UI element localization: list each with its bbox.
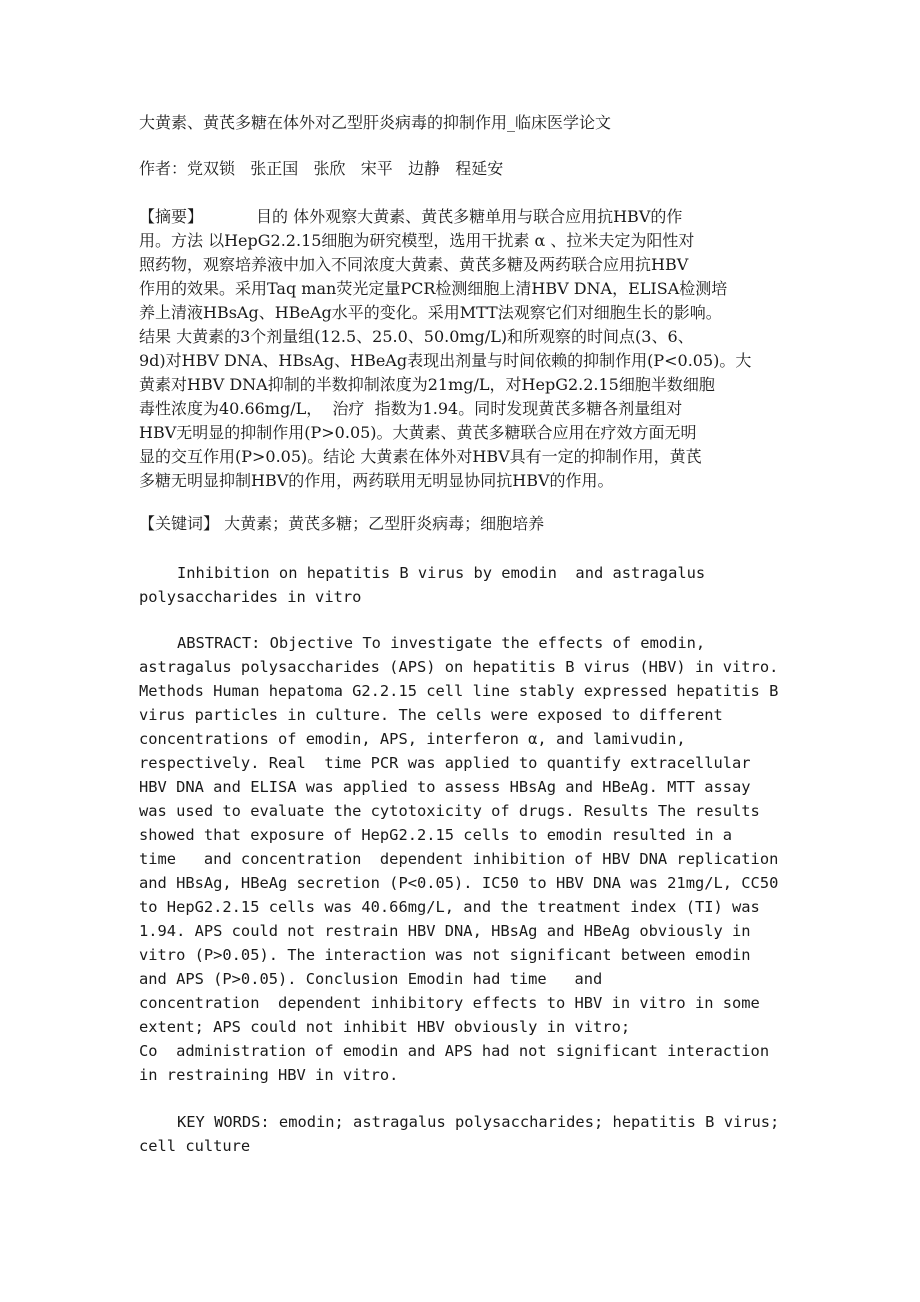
- abstract-cn-line: 多糖无明显抑制HBV的作用，两药联用无明显协同抗HBV的作用。: [139, 471, 614, 490]
- abstract-cn-line: 照药物，观察培养液中加入不同浓度大黄素、黄芪多糖及两药联合应用抗HBV: [139, 255, 689, 274]
- abstract-cn-line: HBV无明显的抑制作用(P>0.05)。大黄素、黄芪多糖联合应用在疗效方面无明: [139, 423, 697, 442]
- abstract-en-line: concentration dependent inhibitory effects to HBV in vitro in some: [139, 994, 760, 1012]
- abstract-en-line: showed that exposure of HepG2.2.15 cells to emodin resulted in a: [139, 826, 733, 844]
- abstract-cn-text: 目的 体外观察大黄素、黄芪多糖单用与联合应用抗HBV的作: [256, 207, 683, 226]
- abstract-cn-label: 【摘要】: [139, 207, 204, 226]
- abstract-cn-line: 作用的效果。采用Taq man荧光定量PCR检测细胞上清HBV DNA，ELISA检测培: [139, 279, 728, 298]
- abstract-en-line: and APS (P>0.05). Conclusion Emodin had time and: [139, 970, 603, 988]
- abstract-en-line: 1.94. APS could not restrain HBV DNA, HBsAg and HBeAg obviously in: [139, 922, 751, 940]
- authors-line: 作者：党双锁 张正国 张欣 宋平 边静 程延安: [139, 159, 504, 178]
- abstract-en-line: to HepG2.2.15 cells was 40.66mg/L, and the treatment index (TI) was: [139, 898, 760, 916]
- abstract-cn-line: 用。方法 以HepG2.2.15细胞为研究模型，选用干扰素 α 、拉米夫定为阳性对: [139, 231, 695, 250]
- document-title: 大黄素、黄芪多糖在体外对乙型肝炎病毒的抑制作用_临床医学论文: [139, 113, 612, 132]
- abstract-en-line: Methods Human hepatoma G2.2.15 cell line stably expressed hepatitis B: [139, 682, 779, 700]
- abstract-en-line: was used to evaluate the cytotoxicity of drugs. Results The results: [139, 802, 760, 820]
- abstract-en-line: time and concentration dependent inhibition of HBV DNA replication: [139, 850, 779, 868]
- abstract-cn-line-1: [139, 205, 784, 229]
- abstract-cn-line: 毒性浓度为40.66mg/L， 治疗 指数为1.94。同时发现黄芪多糖各剂量组对: [139, 399, 683, 418]
- abstract-en-line: in restraining HBV in vitro.: [139, 1066, 399, 1084]
- abstract-en-line: virus particles in culture. The cells were exposed to different: [139, 706, 723, 724]
- abstract-cn-line: 9d)对HBV DNA、HBsAg、HBeAg表现出剂量与时间依赖的抑制作用(P<0.05)。大: [139, 351, 752, 370]
- keywords-cn: [139, 512, 784, 536]
- abstract-en-line: concentrations of emodin, APS, interferon α, and lamivudin,: [139, 730, 686, 748]
- abstract-en-line: and HBsAg, HBeAg secretion (P<0.05). IC50 to HBV DNA was 21mg/L, CC50: [139, 874, 779, 892]
- abstract-cn: [139, 205, 784, 493]
- keywords-cn-label: 【关键词】: [139, 514, 220, 533]
- abstract-en-line: HBV DNA and ELISA was applied to assess HBsAg and HBeAg. MTT assay: [139, 778, 751, 796]
- abstract-cn-line: 显的交互作用(P>0.05)。结论 大黄素在体外对HBV具有一定的抑制作用，黄芪: [139, 447, 702, 466]
- abstract-en-line: extent; APS could not inhibit HBV obviously in vitro;: [139, 1018, 631, 1036]
- abstract-en-line: ABSTRACT: Objective To investigate the effects of emodin,: [177, 634, 706, 652]
- abstract-en-line: Co administration of emodin and APS had not significant interaction: [139, 1042, 770, 1060]
- keywords-en: [139, 1110, 784, 1158]
- title-en-line: Inhibition on hepatitis B virus by emodin and astragalus: [177, 564, 706, 582]
- abstract-cn-line: 结果 大黄素的3个剂量组(12.5、25.0、50.0mg/L)和所观察的时间点(3、6、: [139, 327, 694, 346]
- abstract-cn-line: 黄素对HBV DNA抑制的半数抑制浓度为21mg/L，对HepG2.2.15细胞半数细胞: [139, 375, 715, 394]
- abstract-en: [139, 631, 784, 1087]
- abstract-en-line: vitro (P>0.05). The interaction was not significant between emodin: [139, 946, 751, 964]
- title-en-line: polysaccharides in vitro: [139, 588, 362, 606]
- abstract-en-line: respectively. Real time PCR was applied to quantify extracellular: [139, 754, 751, 772]
- keywords-en-line: KEY WORDS: emodin; astragalus polysaccharides; hepatitis B virus;: [177, 1113, 780, 1131]
- title-en: [139, 561, 784, 609]
- abstract-cn-line: 养上清液HBsAg、HBeAg水平的变化。采用MTT法观察它们对细胞生长的影响。: [139, 303, 722, 322]
- keywords-cn-text: 大黄素；黄芪多糖；乙型肝炎病毒；细胞培养: [224, 514, 545, 533]
- keywords-en-line: cell culture: [139, 1137, 251, 1155]
- abstract-en-line: astragalus polysaccharides (APS) on hepatitis B virus (HBV) in vitro.: [139, 658, 779, 676]
